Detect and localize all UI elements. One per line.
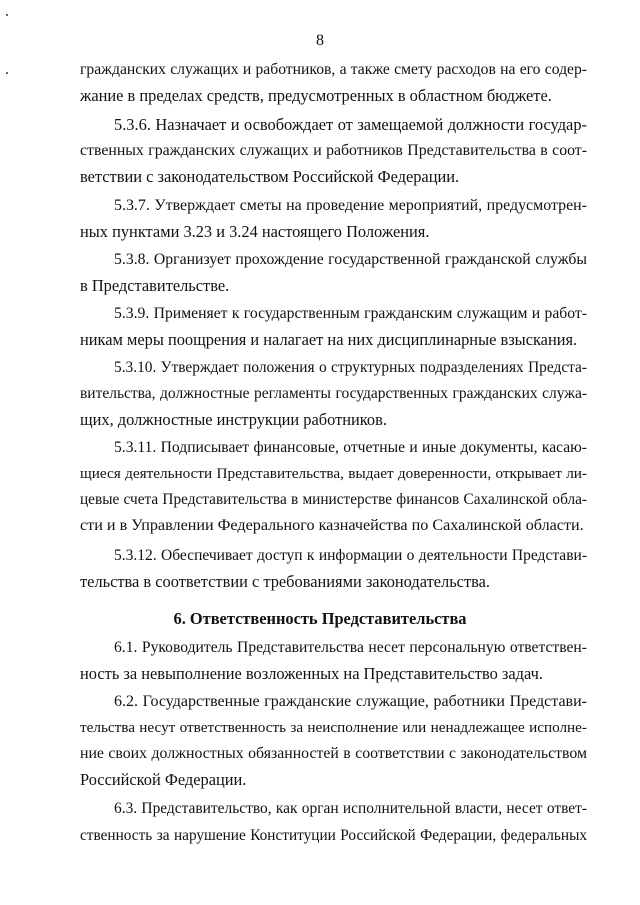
- text-line: тельства в соответствии с требованиями законодательства.: [80, 572, 491, 591]
- text-line: ственность за нарушение Конституции Российской Федерации, федеральных: [80, 827, 587, 844]
- text-line: гражданских служащих и работников, а также смету расходов на его содер-: [80, 61, 587, 78]
- text-line: сти и в Управлении Федерального казначейства по Сахалинской области.: [80, 517, 584, 534]
- text-line: 5.3.8. Организует прохождение государственной гражданской службы: [114, 251, 587, 268]
- text-line: тельства несут ответственность за неисполнение или ненадлежащее исполне-: [80, 719, 587, 736]
- text-line: ние своих должностных обязанностей в соответствии с законодательством: [80, 745, 587, 762]
- text-line: в Представительстве.: [80, 276, 230, 295]
- text-line: жание в пределах средств, предусмотренных в областном бюджете.: [80, 86, 552, 105]
- text-line: щиеся деятельности Представительства, выдает доверенности, открывает ли-: [80, 465, 587, 482]
- scan-speck: [6, 14, 8, 16]
- text-line: ветствии с законодательством Российской Федерации.: [80, 167, 460, 186]
- text-line: 5.3.7. Утверждает сметы на проведение мероприятий, предусмотрен-: [114, 197, 587, 214]
- text-line: цевые счета Представительства в министерстве финансов Сахалинской обла-: [80, 491, 587, 508]
- text-line: 6.3. Представительство, как орган исполнительной власти, несет ответ-: [114, 800, 587, 817]
- text-line: вительства, должностные регламенты государственных гражданских служа-: [80, 385, 587, 402]
- text-line: 6.2. Государственные гражданские служащие, работники Представи-: [114, 693, 587, 710]
- text-line: 5.3.9. Применяет к государственным гражданским служащим и работ-: [114, 305, 587, 322]
- section-heading: 6. Ответственность Представительства: [173, 609, 467, 628]
- text-line: 5.3.10. Утверждает положения о структурных подразделениях Предста-: [114, 359, 587, 376]
- text-line: Российской Федерации.: [80, 770, 247, 789]
- text-line: щих, должностные инструкции работников.: [80, 410, 387, 429]
- text-line: 5.3.11. Подписывает финансовые, отчетные и иные документы, касаю-: [114, 439, 587, 456]
- page-number: 8: [316, 32, 324, 49]
- text-line: 5.3.6. Назначает и освобождает от замещаемой должности государ-: [114, 115, 587, 134]
- text-line: ных пунктами 3.23 и 3.24 настоящего Положения.: [80, 222, 430, 241]
- text-line: ственных гражданских служащих и работников Представительства в соот-: [80, 142, 587, 159]
- text-line: 5.3.12. Обеспечивает доступ к информации о деятельности Представи-: [114, 547, 587, 564]
- text-line: 6.1. Руководитель Представительства несет персональную ответствен-: [114, 639, 587, 656]
- text-line: ность за невыполнение возложенных на Представительство задач.: [80, 664, 543, 683]
- scan-speck: [6, 72, 8, 74]
- text-line: никам меры поощрения и налагает на них дисциплинарные взыскания.: [80, 330, 578, 349]
